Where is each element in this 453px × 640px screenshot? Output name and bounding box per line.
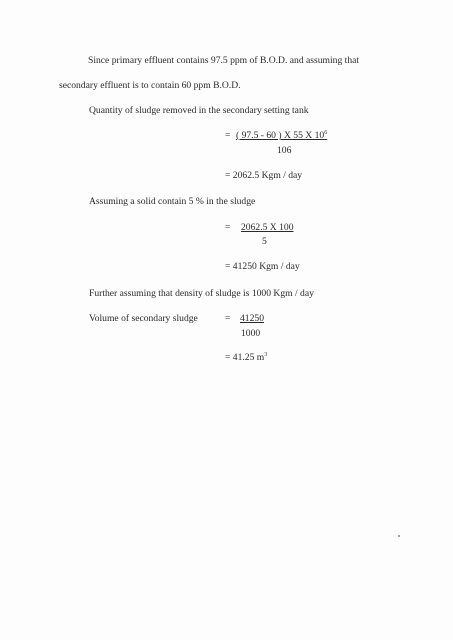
volume-denominator: 1000	[241, 328, 261, 339]
calc1-numerator-text: ( 97.5 - 60 ) X 55 X 10	[236, 130, 325, 141]
calc2-equals: =	[225, 222, 231, 233]
density-line: Further assuming that density of sludge is 1000 Kgm / day	[89, 288, 314, 299]
volume-result	[225, 352, 267, 364]
calc1-equals: =	[225, 130, 231, 141]
volume-result-text: = 41.25 m	[225, 352, 265, 363]
calc2-denominator: 5	[262, 236, 267, 247]
volume-result-exponent: 3	[264, 351, 268, 358]
calc1-denominator: 106	[277, 145, 292, 156]
calc2-result: = 41250 Kgm / day	[225, 261, 300, 272]
solid-heading: Assuming a solid contain 5 % in the sludge	[89, 196, 256, 207]
calc1-numerator	[236, 130, 327, 142]
calc2-numerator: 2062.5 X 100	[241, 222, 294, 233]
volume-label: Volume of secondary sludge	[89, 313, 198, 324]
intro-line-2: secondary effluent is to contain 60 ppm B.O.D.	[59, 80, 241, 91]
calc1-numerator-exponent: 6	[324, 129, 328, 136]
scan-speck	[398, 535, 400, 537]
intro-line-1: Since primary effluent contains 97.5 ppm of B.O.D. and assuming that	[88, 55, 360, 66]
volume-equals: =	[225, 313, 231, 324]
sludge-heading: Quantity of sludge removed in the secondary setting tank	[89, 105, 309, 116]
volume-numerator: 41250	[240, 313, 264, 324]
calc1-result: = 2062.5 Kgm / day	[225, 170, 303, 181]
